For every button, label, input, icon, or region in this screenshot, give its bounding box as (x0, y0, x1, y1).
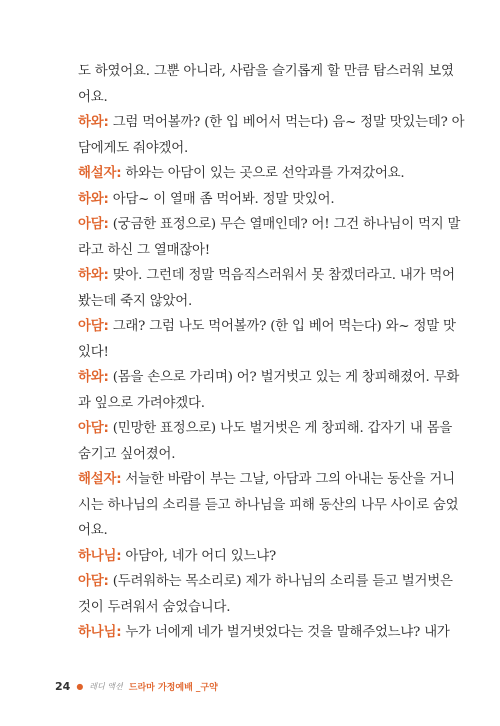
series-name: 레디 액션 (89, 682, 123, 691)
script-line (78, 569, 453, 595)
script-line (78, 212, 461, 238)
line-text: 라고 하신 그 열매잖아! (78, 242, 210, 258)
speaker-name: 하나님: (78, 548, 122, 564)
line-text: 숨기고 싶어졌어. (78, 446, 176, 462)
script-line (78, 442, 428, 468)
line-text: (몸을 손으로 가리며) 어? 벌거벗고 있는 게 창피해졌어. 무화 (108, 370, 460, 385)
script-line (78, 59, 454, 85)
speaker-name: 해설자: (78, 166, 122, 181)
script-line (78, 187, 428, 213)
script-line (78, 416, 453, 442)
script-line (78, 238, 428, 264)
script-line (78, 136, 428, 162)
script-line (78, 544, 428, 570)
script-line (78, 340, 428, 366)
script-line (78, 595, 428, 621)
script-line (78, 161, 428, 187)
script-line (78, 314, 456, 340)
speaker-name: 하나님: (78, 625, 122, 640)
speaker-name: 아담: (78, 319, 109, 334)
script-line (78, 365, 460, 391)
line-text: 맞아. 그런데 정말 먹음직스러워서 못 참겠더라고. 내가 먹어 (108, 268, 455, 283)
script-line (78, 110, 465, 136)
line-text: 그래? 그럼 나도 먹어볼까? (한 입 베어 먹는다) 와~ 정말 맛 (108, 319, 456, 334)
line-text: 봤는데 죽지 않았어. (78, 293, 193, 309)
bullet-icon: ● (76, 682, 84, 691)
speaker-name: 아담: (78, 217, 109, 232)
line-text: 아담아, 네가 어디 있느냐? (121, 548, 276, 564)
line-text: 어요. (78, 523, 108, 538)
line-text: (궁금한 표정으로) 무슨 열매인데? 어! 그건 하나님이 먹지 말 (108, 217, 461, 232)
page-footer (55, 680, 218, 693)
line-text: (민망한 표정으로) 나도 벌거벗은 게 창피해. 갑자기 내 몸을 (108, 421, 453, 436)
line-text: 시는 하나님의 소리를 듣고 하나님을 피해 동산의 나무 사이로 숨었 (78, 497, 459, 513)
script-line (78, 289, 428, 315)
script-line (78, 467, 455, 493)
book-title: 드라마 가정예배 _구약 (128, 683, 218, 693)
speaker-name: 해설자: (78, 472, 122, 487)
line-text: 어요. (78, 89, 108, 105)
line-text: 과 잎으로 가려야겠다. (78, 395, 205, 411)
script-line (78, 263, 455, 289)
script-line (78, 391, 428, 417)
speaker-name: 아담: (78, 574, 109, 589)
line-text: 것이 두려워서 숨었습니다. (78, 599, 231, 615)
speaker-name: 하와: (78, 268, 109, 283)
line-text: 도 하였어요. 그뿐 아니라, 사람을 슬기롭게 할 만큼 탐스러워 보였 (78, 64, 454, 79)
speaker-name: 하와: (78, 191, 109, 207)
page-number: 24 (55, 680, 71, 693)
line-text: 누가 너에게 네가 벌거벗었다는 것을 말해주었느냐? 내가 (121, 625, 450, 640)
script-line (78, 85, 428, 111)
line-text: 있다! (78, 344, 109, 360)
line-text: (두려워하는 목소리로) 제가 하나님의 소리를 듣고 벌거벗은 (108, 574, 453, 589)
line-text: 그럼 먹어볼까? (한 입 베어서 먹는다) 음~ 정말 맛있는데? 아 (108, 115, 465, 130)
line-text: 담에게도 줘야겠어. (78, 140, 188, 156)
script-body (78, 59, 465, 646)
speaker-name: 아담: (78, 421, 109, 436)
speaker-name: 하와: (78, 115, 109, 130)
script-line (78, 493, 459, 519)
script-line (78, 518, 428, 544)
line-text: 아담~ 이 열매 좀 먹어봐. 정말 맛있어. (108, 191, 335, 207)
line-text: 하와는 아담이 있는 곳으로 선악과를 가져갔어요. (121, 166, 405, 181)
line-text: 서늘한 바람이 부는 그날, 아담과 그의 아내는 동산을 거니 (121, 472, 455, 487)
script-line (78, 620, 450, 646)
speaker-name: 하와: (78, 370, 109, 385)
